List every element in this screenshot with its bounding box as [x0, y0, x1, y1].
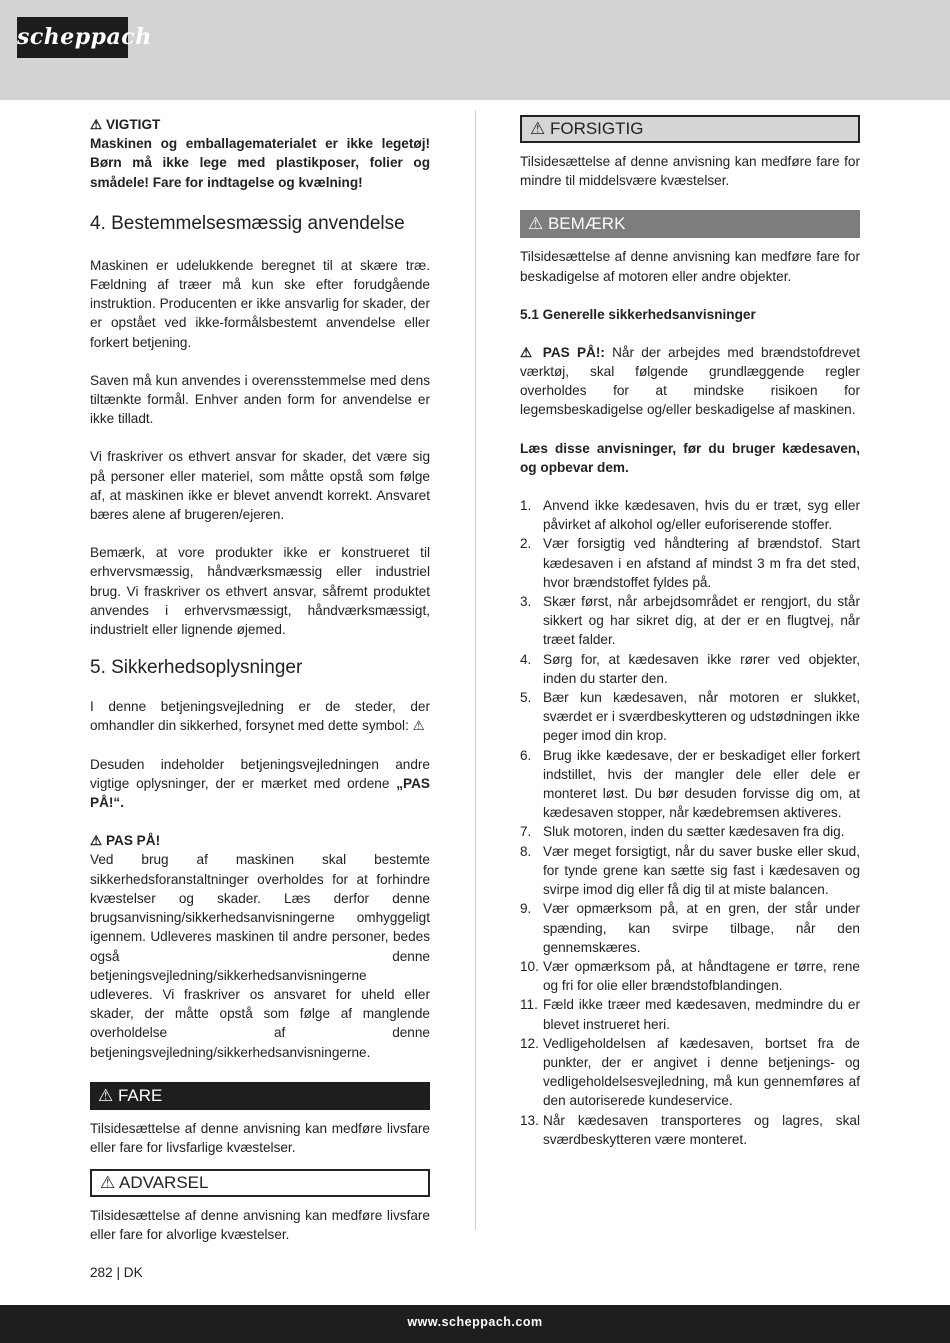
- section-4-paragraph: Saven må kun anvendes i overensstemmelse med dens tiltænkte formål. Enhver anden form for anvendelse er ikke tilladt.: [90, 372, 430, 427]
- list-item-number: 1.: [520, 498, 532, 514]
- list-item: [520, 995, 860, 1033]
- list-item: [520, 534, 860, 592]
- list-item: [520, 822, 860, 841]
- list-item-text: Vær forsigtig ved håndtering af brændstof. Start kædesaven i en afstand af mindst 3 m fra det sted, hvor brændstoffet fyldes på.: [543, 536, 860, 590]
- list-item-number: 9.: [520, 901, 532, 917]
- pas-pa-emphasis: „PAS PÅ!“.: [90, 775, 430, 811]
- forsigtig-banner: ⚠ FORSIGTIG: [520, 115, 860, 143]
- list-item-text: Vær opmærksom på, at en gren, der står under spænding, kan svirpe tilbage, når den gennemskæres.: [543, 901, 860, 955]
- list-item-text: Når kædesaven transporteres og lagres, skal sværdbeskytteren være monteret.: [543, 1112, 860, 1147]
- list-item-number: 13.: [520, 1112, 539, 1128]
- right-column: [520, 115, 860, 1149]
- list-item-text: Sluk motoren, inden du sætter kædesaven fra dig.: [543, 824, 845, 840]
- page-footer: [0, 1305, 950, 1343]
- section-4-paragraph: Bemærk, at vore produkter ikke er konstrueret til erhvervsmæssig, håndværksmæssig eller industriel brug. Vi fraskriver os ethvert ansvar, såfremt produktet anvendes i erhvervsmæssigt, håndværksmæssigt, industrielt eller lignende øjemed.: [90, 545, 430, 638]
- list-item-number: 6.: [520, 747, 532, 763]
- advarsel-banner: ⚠ ADVARSEL: [90, 1169, 430, 1197]
- left-column: [90, 115, 430, 1245]
- pas-pa-label: ⚠ PAS PÅ!:: [520, 344, 605, 360]
- page-number-value: 282: [90, 1265, 113, 1280]
- safety-rules-list: [520, 496, 860, 1149]
- list-item: [520, 592, 860, 650]
- list-item: [520, 957, 860, 995]
- column-divider: [475, 110, 476, 1230]
- list-item-number: 5.: [520, 690, 532, 706]
- bemaerk-banner: ⚠ BEMÆRK: [520, 210, 860, 238]
- list-item-number: 11.: [520, 997, 538, 1013]
- list-item-number: 8.: [520, 843, 532, 859]
- list-item-text: Brug ikke kædesave, der er beskadiget eller forkert indstillet, hvis der mangler dele eller dele er monteret løst. Du bør desuden forvisse dig om, at kædesaven stopper, når kædebremsen aktiveres.: [543, 747, 860, 821]
- advarsel-text: Tilsidesættelse af denne anvisning kan medføre livsfare eller fare for alvorlige kvæstelser.: [90, 1208, 430, 1243]
- bemaerk-text: Tilsidesættelse af denne anvisning kan medføre fare for beskadigelse af motoren eller andre objekter.: [520, 249, 860, 284]
- fare-banner: ⚠ FARE: [90, 1082, 430, 1110]
- list-item-number: 2.: [520, 536, 532, 552]
- list-item: [520, 496, 860, 534]
- list-item: [520, 842, 860, 900]
- list-item-text: Fæld ikke træer med kædesaven, medmindre du er blevet instrueret heri.: [543, 997, 860, 1032]
- list-item: [520, 650, 860, 688]
- section-5-paragraph: I denne betjeningsvejledning er de steder, der omhandler din sikkerhed, forsynet med dette symbol: ⚠: [90, 699, 430, 734]
- page-number: 282 | DK: [90, 1265, 143, 1280]
- list-item-number: 7.: [520, 824, 532, 840]
- section-5-title: 5. Sikkerhedsoplysninger: [90, 657, 303, 679]
- section-5-text: Desuden indeholder betjeningsvejledningen andre vigtige oplysninger, der er mærket med ordene: [90, 756, 430, 791]
- subsection-title: 5.1 Generelle sikkerhedsanvisninger: [520, 306, 756, 322]
- read-instructions-note: Læs disse anvisninger, før du bruger kædesaven, og opbevar dem.: [520, 440, 860, 475]
- list-item-text: Skær først, når arbejdsområdet er rengjort, du står sikkert og har sikret dig, at der er en flugtvej, når træet falder.: [543, 594, 860, 648]
- page-language: DK: [123, 1265, 143, 1280]
- pas-pa-text: Ved brug af maskinen skal bestemte sikkerhedsforanstaltninger overholdes for at forhindre kvæstelser og skader. Læs derfor denne brugsanvisning/sikkerhedsanvisningerne omhyggeligt igennem. Udleveres maskinen til andre personer, bedes også denne betjeningsvejledning/sikkerhedsanvisningerne udleveres. Vi fraskriver os ansvaret for uheld eller skader, der måtte opstå som følge af manglende overholdelse af denne betjeningsvejledning/sikkerhedsanvisningerne.: [90, 852, 430, 1060]
- list-item: [520, 746, 860, 823]
- list-item: [520, 1034, 860, 1111]
- forsigtig-text: Tilsidesættelse af denne anvisning kan medføre fare for mindre til middelsvære kvæstelser.: [520, 154, 860, 189]
- list-item: [520, 899, 860, 957]
- section-4-paragraph: Vi fraskriver os ethvert ansvar for skader, det være sig på personer eller materiel, som måtte opstå som følge af, at maskinen ikke er blevet anvendt korrekt. Ansvaret bæres alene af brugeren/ejeren.: [90, 449, 430, 523]
- website-link[interactable]: www.scheppach.com: [407, 1315, 543, 1329]
- pas-pa-text: Når der arbejdes med brændstofdrevet værktøj, skal følgende grundlæggende regler overholdes for at mindske risikoen for legemsbeskadigelse og/eller beskadigelse af maskinen.: [520, 344, 861, 418]
- list-item-text: Vedligeholdelsen af kædesaven, bortset fra de punkter, der er angivet i denne betjenings- og vedligeholdelsesvejledning, må kun gennemføres af den autoriserede kundeservice.: [543, 1035, 860, 1109]
- section-5-paragraph: [90, 755, 430, 813]
- list-item: [520, 688, 860, 746]
- list-item-text: Vær meget forsigtigt, når du saver buske eller skud, for tynde grene kan sætte sig fast i kædesaven og svirpe imod dig eller få dig til at miste balancen.: [543, 843, 860, 898]
- vigtigt-text: Maskinen og emballagematerialet er ikke legetøj! Børn må ikke lege med plastikposer, folier og smådele! Fare for indtagelse og kvælning!: [90, 136, 430, 190]
- list-item-text: Bær kun kædesaven, når motoren er slukket, sværdet er i sværdbeskytteren og udstødningen ikke peger imod din krop.: [543, 690, 860, 744]
- pas-pa-paragraph: [520, 343, 860, 420]
- pas-pa-label: ⚠ PAS PÅ!: [90, 833, 161, 849]
- list-item-number: 4.: [520, 651, 532, 667]
- vigtigt-label: ⚠ VIGTIGT: [90, 117, 161, 132]
- scheppach-logo: scheppach: [17, 17, 128, 58]
- list-item-text: Vær opmærksom på, at håndtagene er tørre, rene og fri for olie eller brændstofblandingen.: [543, 958, 860, 994]
- section-4-title: 4. Bestemmelsesmæssig anvendelse: [90, 212, 405, 234]
- page-header: [0, 0, 950, 100]
- list-item-number: 12.: [520, 1035, 539, 1051]
- list-item-number: 3.: [520, 594, 532, 610]
- list-item: [520, 1111, 860, 1149]
- list-item-text: Sørg for, at kædesaven ikke rører ved objekter, inden du starter den.: [543, 651, 860, 686]
- section-4-paragraph: Maskinen er udelukkende beregnet til at skære træ. Fældning af træer må kun ske efter forudgående instruktion. Producenten er ikke ansvarlig for skader, der er opstået ved ikke-formålsbestemt anvendelse eller forkert betjening.: [90, 257, 430, 350]
- list-item-number: 10.: [520, 958, 539, 974]
- list-item-text: Anvend ikke kædesaven, hvis du er træt, syg eller påvirket af alkohol og/eller euforiserende stoffer.: [543, 498, 860, 533]
- fare-text: Tilsidesættelse af denne anvisning kan medføre livsfare eller fare for livsfarlige kvæstelser.: [90, 1120, 430, 1155]
